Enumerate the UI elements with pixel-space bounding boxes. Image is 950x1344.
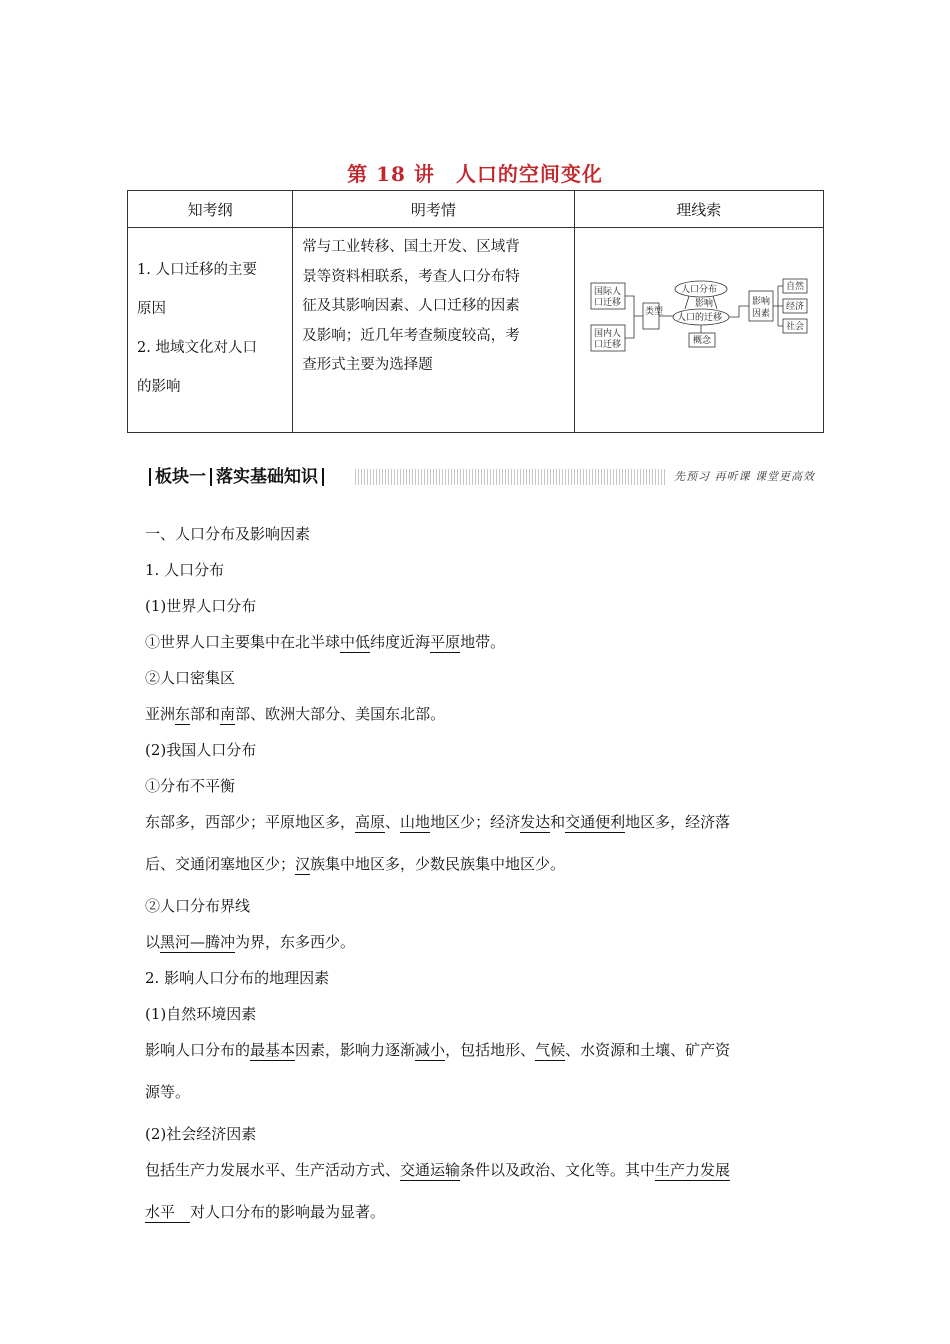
body-text-segment: 条件以及政治、文化等。其中 — [460, 1161, 656, 1179]
body-text-segment: 源等。 — [145, 1083, 191, 1101]
answer-blank: 中低 — [340, 633, 371, 651]
body-text-segment: ②人口密集区 — [145, 669, 236, 687]
body-text-segment: 纬度近海 — [370, 633, 431, 651]
syllabus-line: 1. 人口迁移的主要 — [137, 262, 257, 278]
answer-blank: 南 — [220, 705, 236, 723]
body-text-segment: 地区多，经济落 — [625, 813, 731, 831]
body-text-segment: 族集中地区多，少数民族集中地区少。 — [310, 855, 566, 873]
diagram-pop-distribution: 人口分布 — [680, 285, 717, 295]
exam-trend-line: 景等资料相联系，考查人口分布特 — [302, 268, 520, 285]
body-text-segment: (1)世界人口分布 — [145, 597, 257, 615]
body-text-segment: 部、欧洲大部分、美国东北部。 — [235, 705, 446, 723]
body-text-segment: 和 — [550, 813, 566, 831]
body-text-segment: 亚洲 — [145, 705, 176, 723]
answer-blank: 生产力发展 — [655, 1161, 731, 1179]
banner-divider — [322, 468, 324, 486]
banner-divider — [210, 468, 212, 486]
body-line — [145, 1000, 815, 1036]
diagram-influence: 影响 — [694, 299, 713, 309]
body-text-segment: 地区少；经济 — [430, 813, 521, 831]
banner-label: 板块一 — [155, 467, 206, 487]
body-text-segment: 以 — [145, 933, 161, 951]
answer-blank: 减小 — [415, 1041, 446, 1059]
body-line — [145, 772, 815, 808]
answer-blank: 气候 — [535, 1041, 566, 1059]
body-line — [145, 892, 815, 928]
body-line — [145, 736, 815, 772]
body-line — [145, 556, 815, 592]
answer-blank: 高原 — [355, 813, 386, 831]
banner-slogan: 先预习 再听课 课堂更高效 — [666, 466, 815, 488]
syllabus-line: 的影响 — [137, 379, 181, 395]
banner-heading — [145, 466, 336, 488]
body-text-segment: 一、人口分布及影响因素 — [145, 525, 311, 543]
body-text-segment: 因素，影响力逐渐 — [295, 1041, 416, 1059]
exam-trend-line: 常与工业转移、国土开发、区域背 — [302, 239, 520, 255]
body-text — [145, 520, 815, 1240]
body-line — [145, 850, 815, 892]
syllabus-line: 原因 — [137, 301, 166, 317]
body-line — [145, 1120, 815, 1156]
body-text-segment: 地带。 — [460, 633, 506, 651]
body-text-segment: ①世界人口主要集中在北半球 — [145, 633, 341, 651]
answer-blank: 黑河—腾冲 — [160, 933, 236, 951]
answer-blank: 发达 — [520, 813, 551, 831]
syllabus-cell — [128, 228, 293, 433]
body-text-segment: (2)我国人口分布 — [145, 741, 257, 759]
answer-blank: 东 — [175, 705, 191, 723]
body-line — [145, 928, 815, 964]
body-text-segment: 部和 — [190, 705, 221, 723]
body-line — [145, 1078, 815, 1120]
exam-trend-line: 及影响；近几年考查频度较高，考 — [302, 327, 520, 344]
body-line — [145, 1036, 815, 1078]
body-text-segment: ，包括地形、 — [445, 1041, 536, 1059]
body-text-segment: 影响人口分布的 — [145, 1041, 251, 1059]
syllabus-line: 2. 地域文化对人口 — [137, 340, 257, 356]
body-text-segment: 2. 影响人口分布的地理因素 — [145, 969, 330, 987]
diagram-dom-migration-1: 国内人 — [593, 329, 621, 339]
syllabus-table — [127, 190, 824, 433]
section-banner — [145, 466, 815, 488]
exam-trend-line: 征及其影响因素、人口迁移的因素 — [302, 298, 520, 314]
body-text-segment: (1)自然环境因素 — [145, 1005, 257, 1023]
answer-blank: 交通运输 — [400, 1161, 461, 1179]
clues-cell — [574, 228, 823, 433]
diagram-type: 类型 — [644, 307, 663, 317]
answer-blank: 最基本 — [250, 1041, 296, 1059]
concept-map-diagram — [589, 277, 809, 357]
exam-trend-line: 查形式主要为选择题 — [302, 357, 433, 373]
diagram-factors-1: 影响 — [751, 297, 770, 307]
diagram-dom-migration-2: 口迁移 — [593, 340, 621, 350]
answer-blank: 汉 — [295, 855, 311, 873]
diagram-migration: 人口的迁移 — [676, 313, 722, 323]
answer-blank: 平原 — [430, 633, 461, 651]
body-text-segment: ②人口分布界线 — [145, 897, 251, 915]
diagram-society: 社会 — [785, 322, 804, 332]
body-line — [145, 592, 815, 628]
banner-title: 落实基础知识 — [216, 467, 318, 487]
body-text-segment: 为界，东多西少。 — [235, 933, 356, 951]
body-text-segment: 包括生产力发展水平、生产活动方式、 — [145, 1161, 401, 1179]
body-line — [145, 520, 815, 556]
body-line — [145, 664, 815, 700]
banner-divider — [149, 468, 151, 486]
answer-blank: 山地 — [400, 813, 431, 831]
diagram-intl-migration-2: 口迁移 — [593, 298, 621, 308]
body-text-segment: 、 — [385, 813, 401, 831]
diagram-intl-migration-1: 国际人 — [593, 287, 621, 297]
header-clues: 理线索 — [574, 191, 823, 228]
body-text-segment: 对人口分布的影响最为显著。 — [190, 1203, 386, 1221]
body-line — [145, 1156, 815, 1198]
body-line — [145, 964, 815, 1000]
body-text-segment: 东部多，西部少；平原地区多， — [145, 813, 356, 831]
body-text-segment: 后、交通闭塞地区少； — [145, 855, 296, 873]
page-title: 第 18 讲 人口的空间变化 — [347, 162, 603, 186]
body-text-segment: (2)社会经济因素 — [145, 1125, 257, 1143]
diagram-factors-2: 因素 — [751, 309, 770, 319]
body-line — [145, 700, 815, 736]
exam-trend-cell — [293, 228, 574, 433]
body-line — [145, 628, 815, 664]
answer-blank: 水平 — [145, 1203, 191, 1221]
body-text-segment: 1. 人口分布 — [145, 561, 225, 579]
body-text-segment: 、水资源和土壤、矿产资 — [565, 1041, 731, 1059]
diagram-nature: 自然 — [785, 282, 804, 292]
body-line — [145, 1198, 815, 1240]
diagram-concept: 概念 — [692, 336, 711, 346]
answer-blank: 交通便利 — [565, 813, 626, 831]
header-exam-trend: 明考情 — [293, 191, 574, 228]
diagram-economy: 经济 — [785, 302, 804, 312]
header-syllabus: 知考纲 — [128, 191, 293, 228]
body-text-segment: ①分布不平衡 — [145, 777, 236, 795]
body-line — [145, 808, 815, 850]
